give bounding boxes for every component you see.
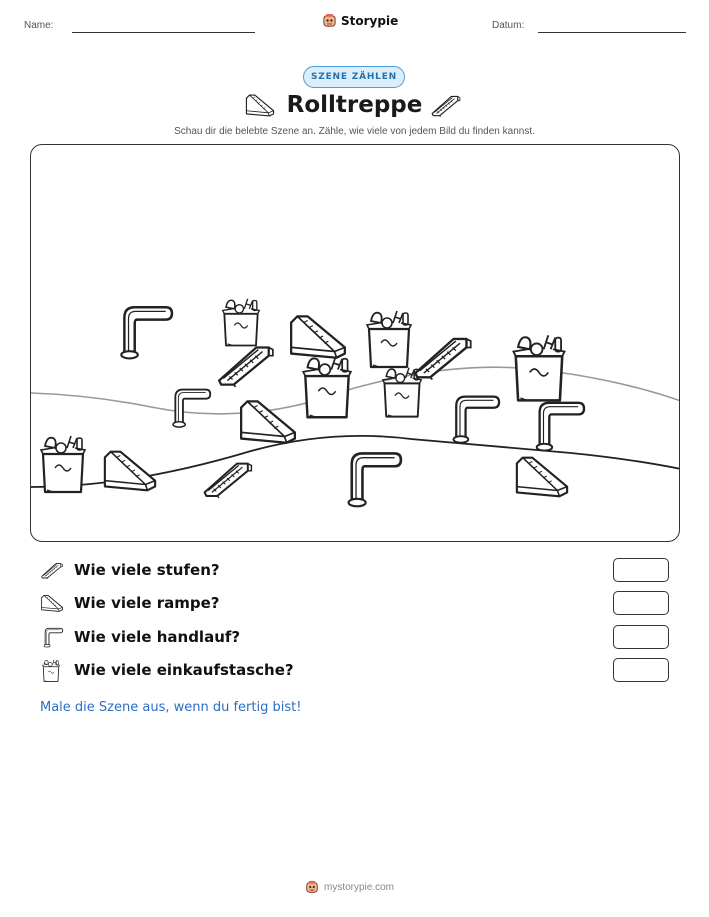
counting-scene [30,144,680,542]
escalator-icon [205,464,252,498]
footer-url: mystorypie.com [324,881,395,893]
mascot-icon [305,880,319,894]
question-text: Wie viele rampe? [74,594,220,612]
activity-badge: SZENE ZÄHLEN [303,66,405,88]
answer-box[interactable] [613,625,669,649]
shopping-bag-icon [40,659,62,683]
answer-box[interactable] [613,591,669,615]
handrail-icon [537,403,584,451]
handrail-icon [173,390,210,428]
question-row [40,658,670,684]
escalator-icon [219,347,273,386]
shopping-bag-icon [513,335,564,400]
escalator-icon [415,339,470,380]
handrail-icon [40,626,64,648]
name-input-line[interactable] [72,32,255,33]
handrail-icon [349,453,401,506]
shopping-bag-icon [223,299,260,346]
question-text: Wie viele einkaufstasche? [74,661,294,679]
ramp-icon [40,592,64,614]
coloring-instruction: Male die Szene aus, wenn du fertig bist! [40,700,302,715]
name-label: Name: [24,20,54,31]
instructions: Schau dir die belebte Szene an. Zähle, wie viele von jedem Bild du finden kannst. [174,126,535,137]
answer-box[interactable] [613,558,669,582]
date-label: Datum: [492,20,525,31]
shopping-bag-icon [41,436,85,492]
question-row [40,591,670,617]
ramp-icon [517,458,567,497]
answer-box[interactable] [613,658,669,682]
question-row [40,625,670,651]
brand-name: Storypie [341,13,399,28]
page-title: Rolltreppe [286,92,423,118]
question-text: Wie viele stufen? [74,561,220,579]
ramp-icon [291,316,345,357]
date-input-line[interactable] [538,32,686,33]
question-text: Wie viele handlauf? [74,628,241,646]
handrail-icon [121,307,172,358]
mascot-icon [322,13,337,28]
ramp-icon [105,452,155,491]
footer [305,880,394,894]
question-row [40,558,670,584]
shopping-bag-icon [367,311,411,367]
escalator-icon [430,93,462,117]
shopping-bag-icon [303,357,351,418]
handrail-icon [453,397,499,443]
brand-logo [322,13,398,28]
escalator-icon [40,559,64,581]
